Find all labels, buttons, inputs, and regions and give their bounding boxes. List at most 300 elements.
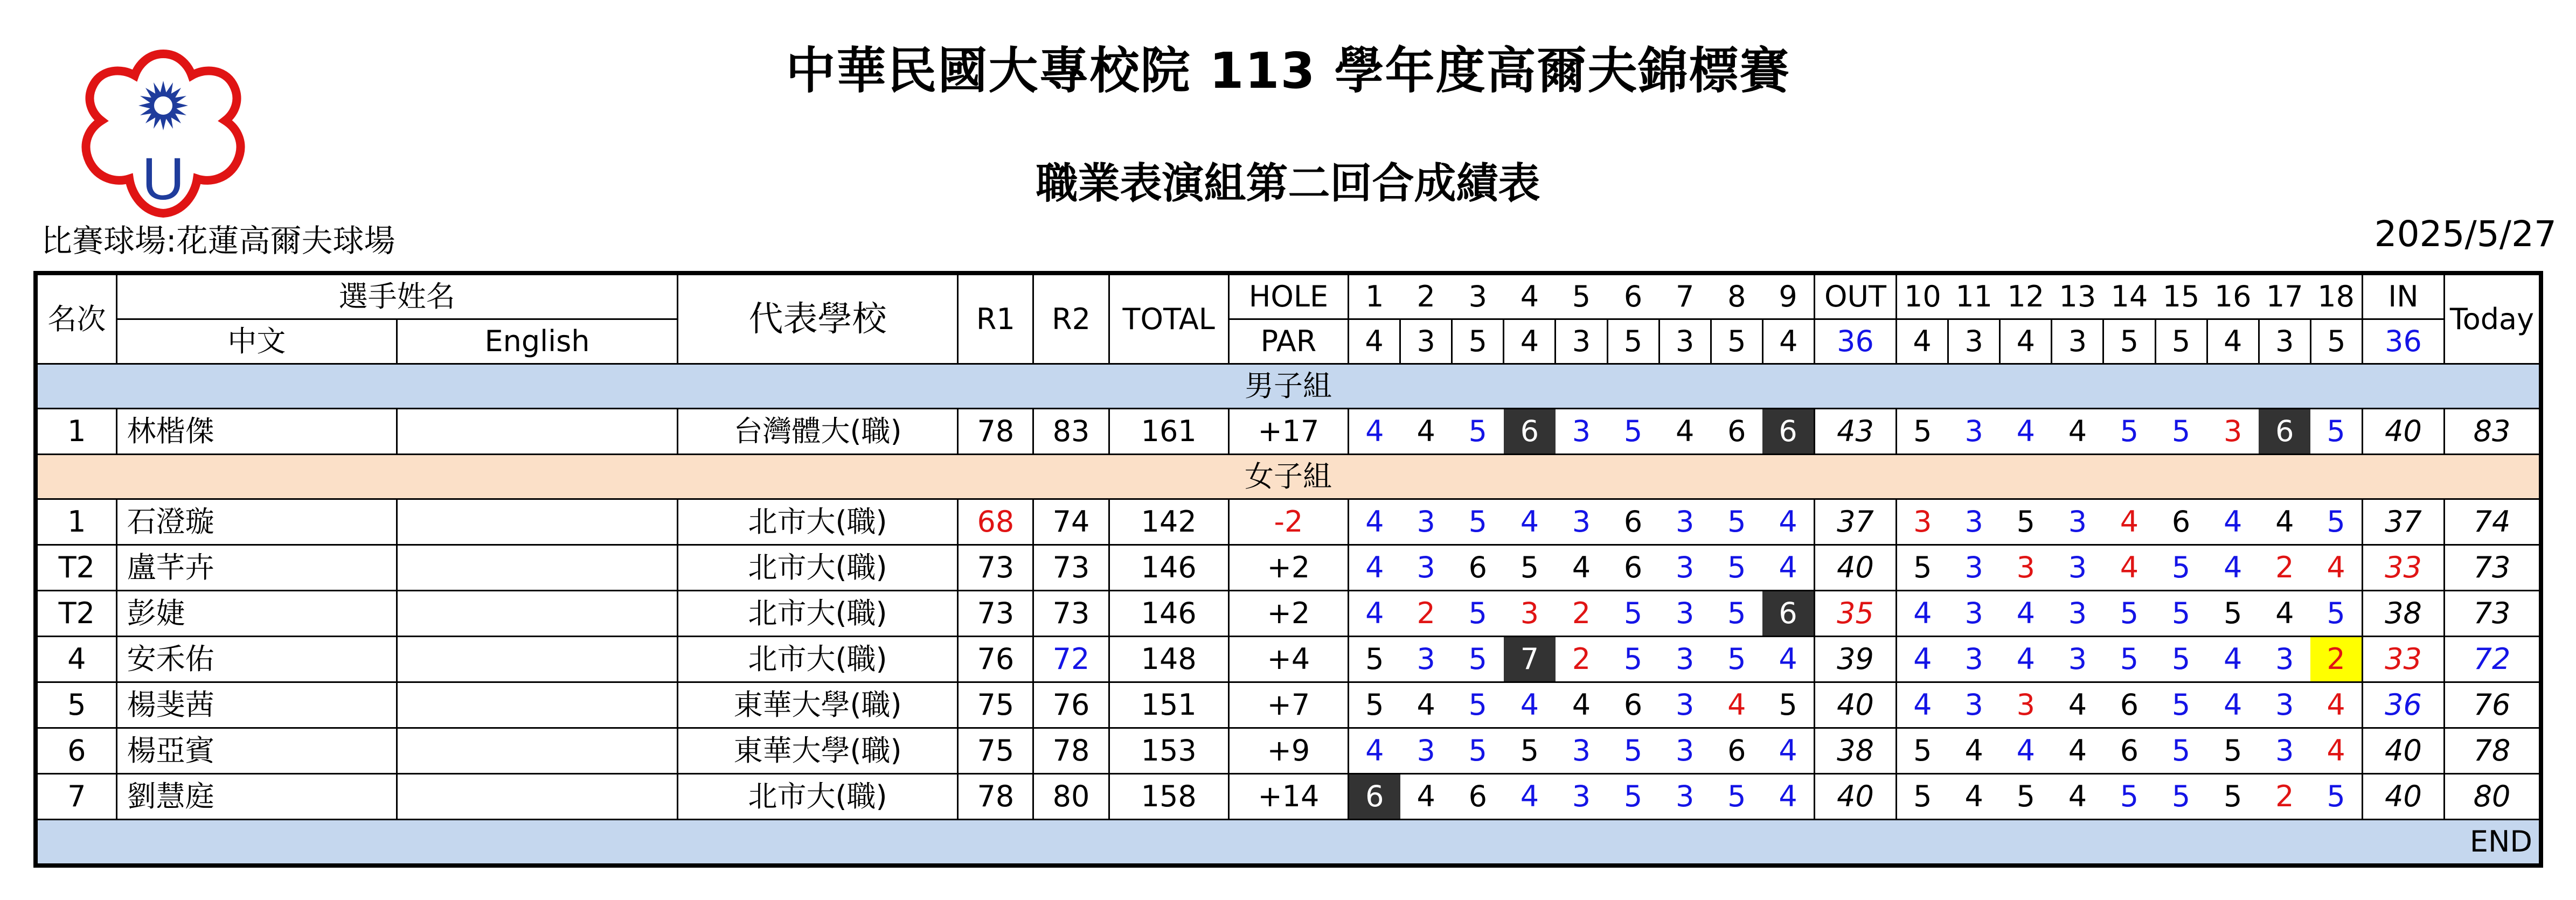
hole-score: 4 [1897, 591, 1948, 637]
in-total: 33 [2362, 637, 2444, 682]
in-total: 40 [2362, 409, 2444, 455]
hole-score: 5 [2155, 591, 2207, 637]
par-value: 4 [1349, 319, 1400, 364]
hole-score: 5 [1452, 591, 1504, 637]
total-score: 151 [1109, 682, 1228, 728]
hole-score: 3 [1948, 637, 2000, 682]
player-chinese-name: 盧芊卉 [116, 545, 397, 591]
hole-score: 3 [2259, 682, 2310, 728]
hole-score: 4 [2310, 545, 2362, 591]
hole-score: 5 [1607, 409, 1659, 455]
hole-number: 13 [2052, 273, 2103, 319]
hole-score: 4 [2310, 728, 2362, 774]
player-chinese-name: 劉慧庭 [116, 774, 397, 820]
round1-score: 78 [958, 774, 1033, 820]
par-value: 4 [2207, 319, 2259, 364]
hole-score: 5 [2155, 774, 2207, 820]
hole-score: 3 [1556, 774, 1607, 820]
hole-score: 4 [1711, 682, 1762, 728]
hole-number: 5 [1556, 273, 1607, 319]
out-total: 40 [1814, 682, 1896, 728]
out-total: 39 [1814, 637, 1896, 682]
hole-score: 5 [1349, 637, 1400, 682]
hole-score: 3 [1897, 499, 1948, 545]
rank-header: 名次 [36, 273, 116, 364]
page-title: 中華民國大專校院 113 學年度高爾夫錦標賽 [786, 42, 1790, 100]
out-total: 37 [1814, 499, 1896, 545]
out-total: 40 [1814, 774, 1896, 820]
par-value: 4 [1504, 319, 1556, 364]
hole-score: 3 [2052, 499, 2103, 545]
hole-score: 6 [1452, 545, 1504, 591]
hole-score: 6 [2259, 409, 2310, 455]
player-row [36, 545, 2541, 591]
par-header: PAR [1228, 319, 1348, 364]
hole-number: 12 [2000, 273, 2052, 319]
rank-cell: 7 [36, 774, 116, 820]
end-row [36, 820, 2541, 866]
hole-score: 6 [2103, 682, 2155, 728]
round2-score: 78 [1033, 728, 1109, 774]
hole-score: 4 [2000, 728, 2052, 774]
venue-label: 比賽球場:花蓮高爾夫球場 [41, 222, 395, 259]
hole-score: 5 [1897, 545, 1948, 591]
hole-score: 4 [2052, 728, 2103, 774]
hole-score: 3 [1948, 409, 2000, 455]
total-score: 146 [1109, 591, 1228, 637]
in-par-value: 36 [2362, 319, 2444, 364]
hole-score: 4 [1349, 499, 1400, 545]
hole-number: 2 [1400, 273, 1452, 319]
player-school: 北市大(職) [677, 637, 958, 682]
hole-score: 3 [2052, 545, 2103, 591]
today-score: 76 [2445, 682, 2541, 728]
player-school: 北市大(職) [677, 591, 958, 637]
in-total: 33 [2362, 545, 2444, 591]
hole-score: 4 [2207, 637, 2259, 682]
hole-score: 5 [2000, 774, 2052, 820]
women-division [36, 455, 2541, 499]
hole-score: 4 [2207, 682, 2259, 728]
hole-score: 4 [1400, 409, 1452, 455]
hole-score: 3 [1400, 545, 1452, 591]
round2-score: 83 [1033, 409, 1109, 455]
hole-score: 6 [1711, 728, 1762, 774]
hole-score: 4 [2103, 499, 2155, 545]
player-chinese-name: 彭婕 [116, 591, 397, 637]
rank-cell: 5 [36, 682, 116, 728]
hole-score: 3 [1659, 637, 1711, 682]
hole-score: 5 [2103, 409, 2155, 455]
hole-score: 6 [1504, 409, 1556, 455]
hole-score: 3 [1659, 728, 1711, 774]
hole-score: 4 [1762, 637, 1814, 682]
round1-score: 75 [958, 682, 1033, 728]
hole-score: 4 [1349, 728, 1400, 774]
hole-score: 4 [2103, 545, 2155, 591]
hole-score: 5 [1711, 637, 1762, 682]
player-school: 東華大學(職) [677, 728, 958, 774]
men-division-label: 男子組 [36, 364, 2541, 409]
hole-score: 5 [2103, 591, 2155, 637]
header-row-2 [36, 319, 2541, 364]
hole-score: 5 [1452, 499, 1504, 545]
hole-score: 6 [1711, 409, 1762, 455]
out-header: OUT [1814, 273, 1896, 319]
rank-cell: 1 [36, 499, 116, 545]
hole-score: 4 [1659, 409, 1711, 455]
hole-score: 5 [1452, 637, 1504, 682]
hole-score: 2 [2310, 637, 2362, 682]
hole-number: 7 [1659, 273, 1711, 319]
to-par: +4 [1228, 637, 1348, 682]
hole-score: 2 [2259, 545, 2310, 591]
round2-score: 76 [1033, 682, 1109, 728]
to-par: +14 [1228, 774, 1348, 820]
hole-score: 2 [1400, 591, 1452, 637]
women-division-label: 女子組 [36, 455, 2541, 499]
hole-score: 3 [1948, 682, 2000, 728]
hole-score: 3 [1556, 499, 1607, 545]
total-header: TOTAL [1109, 273, 1228, 364]
hole-score: 2 [1556, 591, 1607, 637]
hole-score: 4 [1349, 545, 1400, 591]
player-english-name [397, 774, 678, 820]
scoreboard-table [33, 271, 2543, 868]
hole-score: 4 [1762, 774, 1814, 820]
par-value: 5 [1452, 319, 1504, 364]
today-score: 78 [2445, 728, 2541, 774]
hole-score: 3 [1659, 682, 1711, 728]
hole-score: 3 [1504, 591, 1556, 637]
round2-score: 73 [1033, 591, 1109, 637]
hole-score: 5 [1762, 682, 1814, 728]
hole-score: 4 [1400, 774, 1452, 820]
today-score: 74 [2445, 499, 2541, 545]
hole-score: 5 [2207, 728, 2259, 774]
round1-score: 73 [958, 545, 1033, 591]
hole-number: 10 [1897, 273, 1948, 319]
hole-score: 3 [1948, 545, 2000, 591]
today-score: 72 [2445, 637, 2541, 682]
round1-score: 76 [958, 637, 1033, 682]
hole-number: 15 [2155, 273, 2207, 319]
hole-score: 5 [1607, 728, 1659, 774]
hole-score: 5 [2103, 637, 2155, 682]
hole-score: 5 [1349, 682, 1400, 728]
in-total: 36 [2362, 682, 2444, 728]
hole-score: 5 [2310, 409, 2362, 455]
hole-score: 5 [2155, 409, 2207, 455]
logo-letter: U [142, 146, 185, 212]
hole-score: 3 [2207, 409, 2259, 455]
hole-score: 5 [2207, 591, 2259, 637]
hole-score: 4 [1504, 682, 1556, 728]
hole-number: 4 [1504, 273, 1556, 319]
hole-score: 5 [1452, 728, 1504, 774]
hole-score: 6 [1762, 591, 1814, 637]
hole-score: 3 [1400, 499, 1452, 545]
hole-score: 6 [1452, 774, 1504, 820]
round1-score: 73 [958, 591, 1033, 637]
chinese-name-header: 中文 [116, 319, 397, 364]
par-value: 3 [1659, 319, 1711, 364]
hole-score: 5 [1897, 774, 1948, 820]
hole-score: 6 [2155, 499, 2207, 545]
hole-score: 5 [1452, 409, 1504, 455]
round2-score: 73 [1033, 545, 1109, 591]
hole-score: 4 [1948, 774, 2000, 820]
today-header: Today [2445, 273, 2541, 364]
hole-score: 4 [2207, 545, 2259, 591]
player-row [36, 637, 2541, 682]
hole-number: 14 [2103, 273, 2155, 319]
hole-score: 5 [1897, 728, 1948, 774]
hole-score: 3 [1659, 774, 1711, 820]
hole-score: 6 [2103, 728, 2155, 774]
hole-score: 4 [2310, 682, 2362, 728]
hole-score: 4 [2259, 591, 2310, 637]
hole-number: 9 [1762, 273, 1814, 319]
hole-number: 8 [1711, 273, 1762, 319]
player-row [36, 728, 2541, 774]
hole-score: 3 [2000, 545, 2052, 591]
hole-score: 3 [1659, 499, 1711, 545]
in-total: 37 [2362, 499, 2444, 545]
hole-score: 5 [2310, 774, 2362, 820]
par-value: 3 [2259, 319, 2310, 364]
player-row [36, 774, 2541, 820]
par-value: 3 [2052, 319, 2103, 364]
rank-cell: 6 [36, 728, 116, 774]
round2-score: 80 [1033, 774, 1109, 820]
hole-score: 4 [1897, 682, 1948, 728]
round1-score: 68 [958, 499, 1033, 545]
to-par: +7 [1228, 682, 1348, 728]
hole-score: 3 [2259, 637, 2310, 682]
hole-score: 3 [2259, 728, 2310, 774]
hole-score: 5 [1607, 637, 1659, 682]
player-name-header: 選手姓名 [116, 273, 677, 319]
hole-score: 5 [1607, 591, 1659, 637]
to-par: +17 [1228, 409, 1348, 455]
hole-score: 5 [1711, 591, 1762, 637]
player-english-name [397, 591, 678, 637]
player-english-name [397, 682, 678, 728]
player-chinese-name: 楊亞賓 [116, 728, 397, 774]
english-name-header: English [397, 319, 678, 364]
in-header: IN [2362, 273, 2444, 319]
rank-cell: 4 [36, 637, 116, 682]
hole-score: 5 [2103, 774, 2155, 820]
hole-score: 4 [1504, 499, 1556, 545]
hole-score: 3 [1556, 728, 1607, 774]
out-total: 43 [1814, 409, 1896, 455]
round1-score: 75 [958, 728, 1033, 774]
round2-score: 74 [1033, 499, 1109, 545]
total-score: 161 [1109, 409, 1228, 455]
hole-score: 4 [1349, 409, 1400, 455]
player-row [36, 591, 2541, 637]
player-english-name [397, 637, 678, 682]
hole-score: 5 [2155, 545, 2207, 591]
hole-score: 3 [1948, 591, 2000, 637]
player-chinese-name: 石澄璇 [116, 499, 397, 545]
hole-score: 4 [1556, 682, 1607, 728]
hole-score: 4 [2052, 682, 2103, 728]
hole-score: 5 [1711, 545, 1762, 591]
hole-score: 5 [1504, 545, 1556, 591]
page-subtitle: 職業表演組第二回合成績表 [1036, 159, 1540, 208]
par-value: 5 [2155, 319, 2207, 364]
hole-score: 5 [1711, 499, 1762, 545]
date-label: 2025/5/27 [2374, 213, 2557, 255]
hole-number: 17 [2259, 273, 2310, 319]
par-value: 3 [1948, 319, 2000, 364]
hole-score: 2 [1556, 637, 1607, 682]
out-total: 35 [1814, 591, 1896, 637]
hole-score: 4 [1897, 637, 1948, 682]
player-row [36, 499, 2541, 545]
hole-score: 4 [2259, 499, 2310, 545]
player-chinese-name: 楊斐茜 [116, 682, 397, 728]
hole-score: 2 [2259, 774, 2310, 820]
hole-score: 5 [2310, 591, 2362, 637]
hole-score: 5 [2155, 682, 2207, 728]
total-score: 153 [1109, 728, 1228, 774]
end-label: END [36, 820, 2541, 866]
hole-score: 5 [2000, 499, 2052, 545]
par-value: 5 [1711, 319, 1762, 364]
hole-score: 5 [2155, 728, 2207, 774]
total-score: 146 [1109, 545, 1228, 591]
rank-cell: 1 [36, 409, 116, 455]
player-english-name [397, 409, 678, 455]
hole-score: 4 [1762, 545, 1814, 591]
today-score: 73 [2445, 545, 2541, 591]
hole-number: 1 [1349, 273, 1400, 319]
hole-score: 3 [1948, 499, 2000, 545]
hole-score: 6 [1349, 774, 1400, 820]
hole-score: 5 [1711, 774, 1762, 820]
round1-score: 78 [958, 409, 1033, 455]
player-school: 台灣體大(職) [677, 409, 958, 455]
today-score: 73 [2445, 591, 2541, 637]
player-school: 北市大(職) [677, 499, 958, 545]
hole-score: 5 [1504, 728, 1556, 774]
hole-header: HOLE [1228, 273, 1348, 319]
player-school: 東華大學(職) [677, 682, 958, 728]
header-row-1 [36, 273, 2541, 319]
in-total: 38 [2362, 591, 2444, 637]
player-row [36, 682, 2541, 728]
today-score: 80 [2445, 774, 2541, 820]
today-score: 83 [2445, 409, 2541, 455]
out-total: 38 [1814, 728, 1896, 774]
hole-score: 3 [2000, 682, 2052, 728]
par-value: 4 [1897, 319, 1948, 364]
total-score: 142 [1109, 499, 1228, 545]
hole-score: 4 [1762, 728, 1814, 774]
player-chinese-name: 林楷傑 [116, 409, 397, 455]
hole-score: 4 [1762, 499, 1814, 545]
hole-score: 3 [1400, 637, 1452, 682]
men-division [36, 364, 2541, 409]
round2-score: 72 [1033, 637, 1109, 682]
hole-score: 3 [2052, 637, 2103, 682]
hole-score: 6 [1607, 682, 1659, 728]
hole-score: 4 [2000, 591, 2052, 637]
hole-score: 5 [1897, 409, 1948, 455]
hole-score: 5 [2155, 637, 2207, 682]
hole-score: 3 [1659, 591, 1711, 637]
rank-cell: T2 [36, 545, 116, 591]
hole-score: 4 [1948, 728, 2000, 774]
hole-score: 4 [1400, 682, 1452, 728]
out-par-value: 36 [1814, 319, 1896, 364]
total-score: 148 [1109, 637, 1228, 682]
to-par: +2 [1228, 545, 1348, 591]
hole-number: 6 [1607, 273, 1659, 319]
r2-header: R2 [1033, 273, 1109, 364]
par-value: 3 [1400, 319, 1452, 364]
hole-score: 4 [2052, 409, 2103, 455]
hole-score: 7 [1504, 637, 1556, 682]
hole-score: 3 [1659, 545, 1711, 591]
player-english-name [397, 728, 678, 774]
player-english-name [397, 545, 678, 591]
hole-score: 4 [2000, 637, 2052, 682]
player-chinese-name: 安禾佑 [116, 637, 397, 682]
hole-score: 3 [1400, 728, 1452, 774]
hole-score: 5 [2207, 774, 2259, 820]
hole-number: 18 [2310, 273, 2362, 319]
to-par: +9 [1228, 728, 1348, 774]
par-value: 3 [1556, 319, 1607, 364]
in-total: 40 [2362, 728, 2444, 774]
hole-score: 5 [1607, 774, 1659, 820]
to-par: +2 [1228, 591, 1348, 637]
rank-cell: T2 [36, 591, 116, 637]
hole-score: 6 [1762, 409, 1814, 455]
to-par: -2 [1228, 499, 1348, 545]
hole-number: 11 [1948, 273, 2000, 319]
r1-header: R1 [958, 273, 1033, 364]
player-row [36, 409, 2541, 455]
hole-number: 16 [2207, 273, 2259, 319]
par-value: 5 [2103, 319, 2155, 364]
hole-score: 4 [2000, 409, 2052, 455]
in-total: 40 [2362, 774, 2444, 820]
par-value: 5 [1607, 319, 1659, 364]
player-school: 北市大(職) [677, 774, 958, 820]
hole-number: 3 [1452, 273, 1504, 319]
par-value: 4 [1762, 319, 1814, 364]
hole-score: 6 [1607, 545, 1659, 591]
hole-score: 3 [2052, 591, 2103, 637]
player-english-name [397, 499, 678, 545]
school-header: 代表學校 [677, 273, 958, 364]
hole-score: 5 [2310, 499, 2362, 545]
hole-score: 4 [1556, 545, 1607, 591]
hole-score: 4 [1504, 774, 1556, 820]
hole-score: 6 [1607, 499, 1659, 545]
hole-score: 4 [2052, 774, 2103, 820]
out-total: 40 [1814, 545, 1896, 591]
par-value: 4 [2000, 319, 2052, 364]
hole-score: 5 [1452, 682, 1504, 728]
par-value: 5 [2310, 319, 2362, 364]
